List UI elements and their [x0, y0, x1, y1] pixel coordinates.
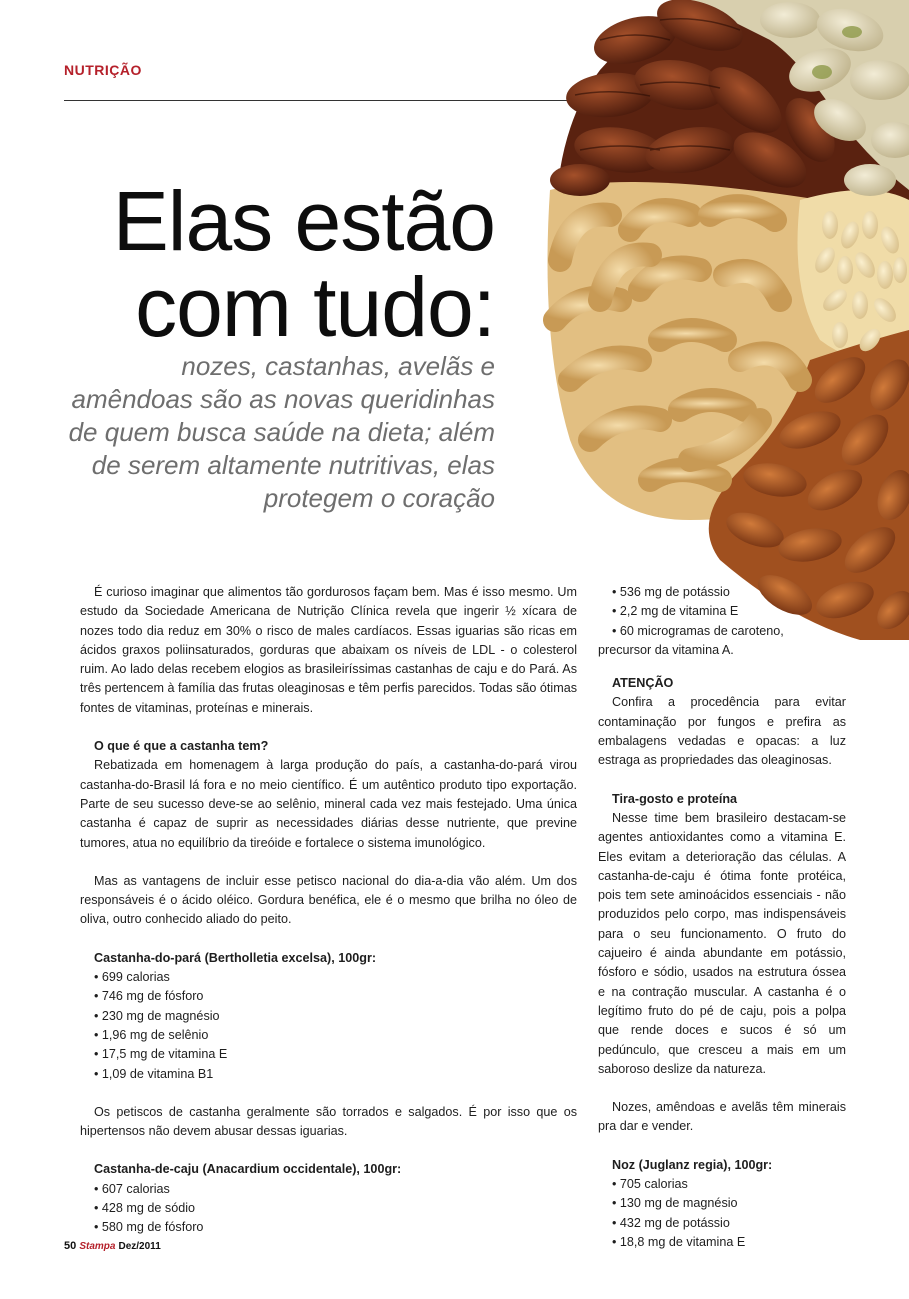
issue-date: Dez/2011: [118, 1241, 161, 1252]
headline: [112, 174, 495, 354]
castanha-caju-list: [80, 1180, 577, 1238]
noz-list: [598, 1175, 846, 1252]
list-item: • 60 microgramas de caroteno,: [612, 622, 846, 641]
intro-paragraph: É curioso imaginar que alimentos tão gordurosos façam bem. Mas é isso mesmo. Um estudo da Sociedade Americana de Nutrição Clínica revela que ingerir ½ xícara de nozes todo dia reduz em 30% o risco de males cardíacos. Essas iguarias são ricas em ácidos graxos poliinsaturados, gorduras que abaixam os níveis de LDL - o colesterol ruim. Ao lado delas recebem elogios as brasileiríssimas castanhas de caju e do Pará. As três pertencem à família das frutas oleaginosas e têm perfis parecidos. Todas são ótimas fontes de vitaminas, proteínas e minerais.: [80, 585, 577, 715]
list-item: • 2,2 mg de vitamina E: [612, 602, 846, 621]
list-item: • 746 mg de fósforo: [94, 987, 577, 1006]
castanha-para-heading: Castanha-do-pará (Bertholletia excelsa), 100gr:: [94, 950, 377, 965]
article-column-2: [598, 583, 846, 1252]
list-item: • 536 mg de potássio: [612, 583, 846, 602]
vantagens-paragraph: Mas as vantagens de incluir esse petisco nacional do dia-a-dia vão além. Um dos responsáveis é o ácido oléico. Gordura benéfica, ele é o mesmo que brilha no óleo de oliva, outro conhecido aliado do peito.: [80, 873, 577, 927]
list-item: • 428 mg de sódio: [94, 1199, 577, 1218]
castanha-paragraph: Rebatizada em homenagem à larga produção do país, a castanha-do-pará virou castanha-do-Brasil lá fora e no meio científico. É um autêntico produto tipo exportação. Parte de seu sucesso deve-se ao selênio, mineral cada vez mais festejado. Uma única castanha é capaz de suprir as necessidades diárias desse nutriente, que previne tumores, atua no equilíbrio da tireóide e fortalece o sistema imunológico.: [80, 758, 577, 850]
list-item: • 17,5 mg de vitamina E: [94, 1045, 577, 1064]
subhead-line-3: de quem busca saúde na dieta; além: [68, 417, 495, 447]
petiscos-paragraph: Os petiscos de castanha geralmente são torrados e salgados. É por isso que os hipertensos não devem abusar dessas iguarias.: [80, 1104, 577, 1139]
header-rule: [64, 100, 592, 101]
list-item: • 230 mg de magnésio: [94, 1007, 577, 1026]
page-footer: [64, 1240, 161, 1252]
list-item: • 1,96 mg de selênio: [94, 1026, 577, 1045]
caju-tail-text: precursor da vitamina A.: [598, 642, 734, 657]
list-item: • 130 mg de magnésio: [612, 1194, 846, 1213]
page-number: 50: [64, 1240, 77, 1252]
tira-gosto-heading: Tira-gosto e proteína: [612, 791, 738, 806]
tira-gosto-paragraph: Nesse time bem brasileiro destacam-se agentes antioxidantes como a vitamina E. Eles evitam a deterioração das células. A castanha-de-caju é ótima fonte protéica, pois tem sete aminoácidos essenciais - não produzidos pelo corpo, mas indispensáveis para o seu funcionamento. O fruto do cajueiro é ainda abundante em potássio, fósforo e sódio, usados na estrutura óssea e na contração muscular. A castanha é o legítimo fruto do pé de caju, pois a polpa que rende doces e sucos é só um pedúnculo, que cresceu a mais em um saboroso deslize da natureza.: [598, 810, 846, 1076]
list-item: • 705 calorias: [612, 1175, 846, 1194]
list-item: • 607 calorias: [94, 1180, 577, 1199]
subhead-line-2: amêndoas são as novas queridinhas: [71, 384, 495, 414]
nozes-paragraph: Nozes, amêndoas e avelãs têm minerais pra dar e vender.: [598, 1100, 846, 1134]
noz-heading: Noz (Juglanz regia), 100gr:: [612, 1157, 773, 1172]
castanha-caju-heading: Castanha-de-caju (Anacardium occidentale), 100gr:: [94, 1162, 402, 1177]
section-label: NUTRIÇÃO: [64, 62, 142, 78]
atencao-paragraph: Confira a procedência para evitar contaminação por fungos e prefira as embalagens vedadas e opacas: a luz estraga as propriedades das oleaginosas.: [598, 695, 846, 768]
castanha-heading: O que é que a castanha tem?: [94, 739, 269, 754]
nuts-photo: [540, 0, 909, 640]
article-column-1: [80, 583, 577, 1238]
list-item: • 1,09 de vitamina B1: [94, 1065, 577, 1084]
subhead: [35, 350, 495, 515]
atencao-heading: ATENÇÃO: [612, 676, 674, 691]
magazine-brand: Stampa: [79, 1241, 116, 1252]
headline-line-2: com tudo:: [135, 260, 495, 354]
subhead-line-1: nozes, castanhas, avelãs e: [181, 351, 495, 381]
subhead-line-4: de serem altamente nutritivas, elas: [91, 450, 495, 480]
list-item: • 18,8 mg de vitamina E: [612, 1233, 846, 1252]
list-item: • 432 mg de potássio: [612, 1214, 846, 1233]
subhead-line-5: protegem o coração: [263, 483, 495, 513]
headline-line-1: Elas estão: [112, 174, 495, 268]
list-item: • 580 mg de fósforo: [94, 1218, 577, 1237]
castanha-caju-list-continued: [598, 583, 846, 641]
list-item: • 699 calorias: [94, 968, 577, 987]
castanha-para-list: [80, 968, 577, 1084]
